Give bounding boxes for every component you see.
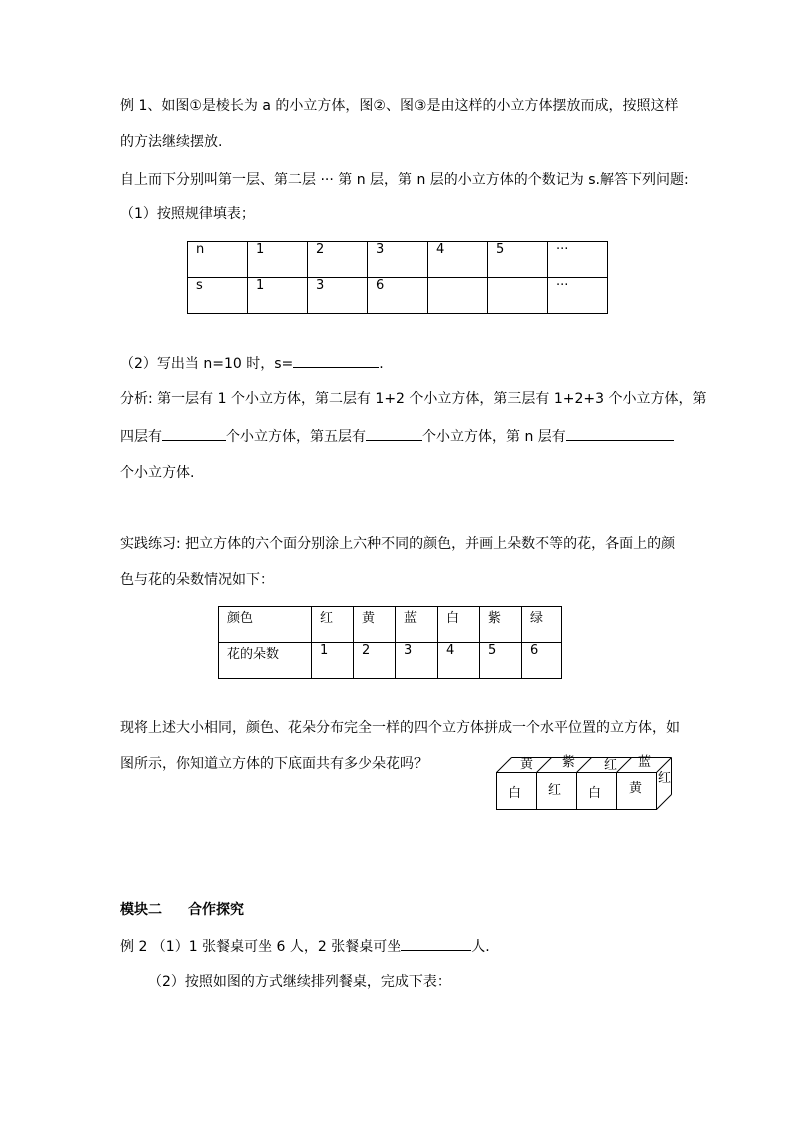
table-cell: 5 (488, 242, 548, 278)
example2-q1 (120, 936, 490, 957)
practice-line2: 色与花的朵数情况如下： (120, 572, 274, 588)
color-table (218, 606, 562, 679)
table-cell: 蓝 (396, 607, 438, 643)
example1-line3: 自上而下分别叫第一层、第二层 ··· 第 n 层，第 n 层的小立方体的个数记为 s.解答下列问题: (120, 172, 689, 188)
answer-blank[interactable] (566, 426, 674, 441)
cube-side-label: 红 (658, 771, 672, 786)
cube-front-label: 白 (508, 786, 522, 801)
cube-front-label: 红 (548, 783, 562, 798)
table-cell: 黄 (354, 607, 396, 643)
table-cell: 颜色 (219, 607, 312, 643)
analysis-line2 (120, 426, 674, 447)
table-cell: 4 (438, 643, 480, 679)
table-cell: 3 (368, 242, 428, 278)
cube-front-label: 黄 (629, 781, 643, 796)
table-row (188, 242, 608, 278)
cube-top-label: 红 (604, 758, 618, 773)
table-cell: 2 (354, 643, 396, 679)
table-cell: 花的朵数 (219, 643, 312, 679)
cube-top-label: 紫 (562, 755, 576, 770)
example1-q2 (120, 353, 384, 374)
table-cell: 红 (312, 607, 354, 643)
answer-blank[interactable] (401, 936, 471, 951)
analysis-text: 个小立方体，第 n 层有 (422, 429, 566, 445)
pattern-table (187, 241, 608, 314)
module2-title: 模块二 (120, 902, 162, 918)
analysis-line3: 个小立方体. (120, 465, 195, 481)
table-cell: 白 (438, 607, 480, 643)
table-cell (488, 278, 548, 314)
table-cell: 2 (308, 242, 368, 278)
table-row (219, 607, 562, 643)
table-cell: 6 (368, 278, 428, 314)
table-cell: ··· (548, 278, 608, 314)
analysis-text: 个小立方体，第五层有 (226, 429, 366, 445)
module2-heading (120, 900, 244, 920)
table-cell: 1 (248, 242, 308, 278)
analysis-text: 四层有 (120, 429, 162, 445)
q2-prefix: （2）写出当 n=10 时，s= (120, 356, 294, 372)
example2-q2: （2）按照如图的方式继续排列餐桌，完成下表： (148, 974, 451, 990)
table-cell (428, 278, 488, 314)
table-cell: 5 (480, 643, 522, 679)
table-row (219, 643, 562, 679)
example1-q1: （1）按照规律填表； (120, 206, 255, 222)
cube-top-label: 蓝 (638, 755, 652, 770)
practice-line1: 实践练习: 把立方体的六个面分别涂上六种不同的颜色，并画上朵数不等的花，各面上的颜 (120, 536, 676, 552)
analysis-line1: 分析: 第一层有 1 个小立方体，第二层有 1+2 个小立方体，第三层有 1+2+3 个小立方体，第 (120, 391, 707, 407)
answer-blank[interactable] (366, 426, 422, 441)
cube-figure (494, 756, 674, 814)
table-cell: s (188, 278, 248, 314)
answer-blank[interactable] (162, 426, 226, 441)
example2-text: 例 2 （1）1 张餐桌可坐 6 人，2 张餐桌可坐 (120, 939, 402, 955)
example1-line1: 例 1、如图①是棱长为 a 的小立方体，图②、图③是由这样的小立方体摆放而成，按照这样 (120, 98, 679, 114)
example2-text: 人. (471, 939, 490, 955)
module2-subtitle: 合作探究 (188, 902, 244, 918)
table-cell: ··· (548, 242, 608, 278)
table-cell: 3 (308, 278, 368, 314)
table-cell: 6 (522, 643, 562, 679)
q2-suffix: . (379, 356, 384, 372)
table-cell: 3 (396, 643, 438, 679)
example1-line2: 的方法继续摆放. (120, 134, 223, 150)
table-cell: 1 (312, 643, 354, 679)
answer-blank[interactable] (293, 353, 379, 368)
practice-question2: 图所示，你知道立方体的下底面共有多少朵花吗？ (120, 756, 428, 772)
table-cell: 4 (428, 242, 488, 278)
table-row (188, 278, 608, 314)
practice-question1: 现将上述大小相同，颜色、花朵分布完全一样的四个立方体拼成一个水平位置的立方体，如 (120, 720, 680, 736)
cube-front-label: 白 (588, 786, 602, 801)
table-cell: 紫 (480, 607, 522, 643)
table-cell: n (188, 242, 248, 278)
table-cell: 绿 (522, 607, 562, 643)
cube-top-label: 黄 (520, 757, 534, 772)
table-cell: 1 (248, 278, 308, 314)
